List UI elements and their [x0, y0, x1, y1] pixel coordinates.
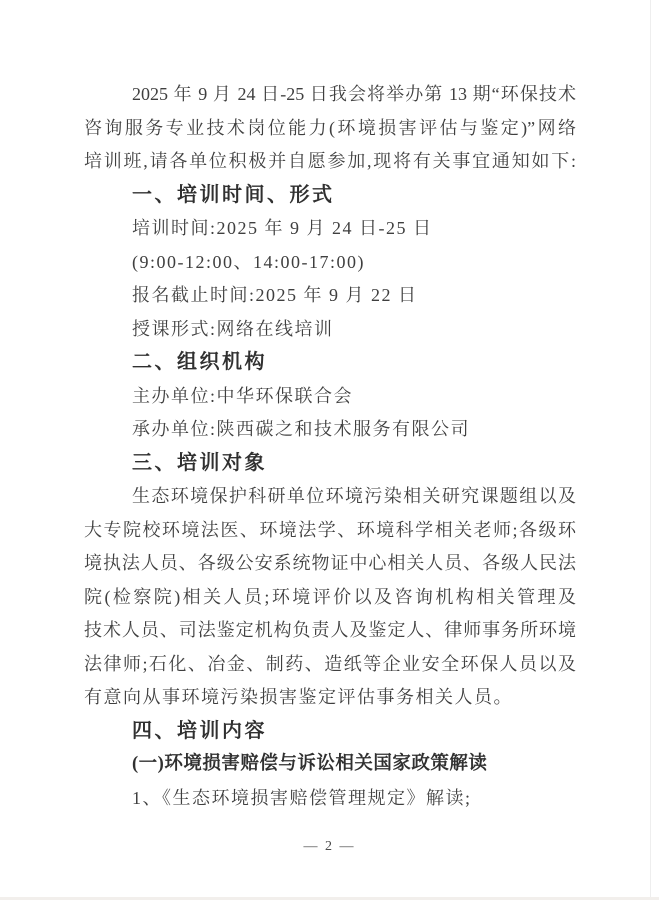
intro-paragraph-line: 2025 年 9 月 24 日-25 日我会将举办第 13 期“环保技术 [132, 84, 576, 104]
intro-paragraph-line: 咨询服务专业技术岗位能力(环境损害评估与鉴定)”网络 [84, 117, 576, 138]
training-time-line: 培训时间:2025 年 9 月 24 日-25 日 [132, 218, 433, 238]
host-organizer-line: 主办单位:中华环保联合会 [132, 385, 353, 406]
registration-deadline-line: 报名截止时间:2025 年 9 月 22 日 [132, 285, 418, 305]
page-number: — 2 — [303, 839, 356, 854]
section-heading-training-time: 一、培训时间、形式 [132, 183, 335, 206]
section-heading-organization: 二、组织机构 [132, 351, 267, 373]
section-heading-content: 四、培训内容 [132, 719, 267, 742]
training-hours-line: (9:00-12:00、14:00-17:00) [132, 251, 365, 272]
co-organizer-line: 承办单位:陕西碳之和技术服务有限公司 [132, 419, 470, 439]
trainees-paragraph-line: 有意向从事环境污染损害鉴定评估事务相关人员。 [84, 687, 513, 707]
trainees-paragraph-line: 技术人员、司法鉴定机构负责人及鉴定人、律师事务所环境 [84, 620, 576, 640]
scan-edge-artifact [650, 0, 651, 900]
trainees-paragraph-line: 大专院校环境法医、环境法学、环境科学相关老师;各级环 [84, 519, 576, 540]
teaching-format-line: 授课形式:网络在线培训 [132, 318, 334, 339]
content-subheading: (一)环境损害赔偿与诉讼相关国家政策解读 [132, 754, 488, 774]
trainees-paragraph-line: 生态环境保护科研单位环境污染相关研究课题组以及 [132, 486, 576, 506]
trainees-paragraph-line: 法律师;石化、冶金、制药、造纸等企业安全环保人员以及 [84, 653, 576, 674]
intro-paragraph-line: 培训班,请各单位积极并自愿参加,现将有关事宜通知如下: [84, 151, 576, 171]
content-item: 1、《生态环境损害赔偿管理规定》解读; [132, 787, 472, 808]
section-heading-trainees: 三、培训对象 [132, 451, 267, 474]
document-body [84, 78, 576, 815]
trainees-paragraph-line: 境执法人员、各级公安系统物证中心相关人员、各级人民法 [84, 553, 576, 573]
trainees-paragraph-line: 院(检察院)相关人员;环境评价以及咨询机构相关管理及 [84, 586, 576, 607]
